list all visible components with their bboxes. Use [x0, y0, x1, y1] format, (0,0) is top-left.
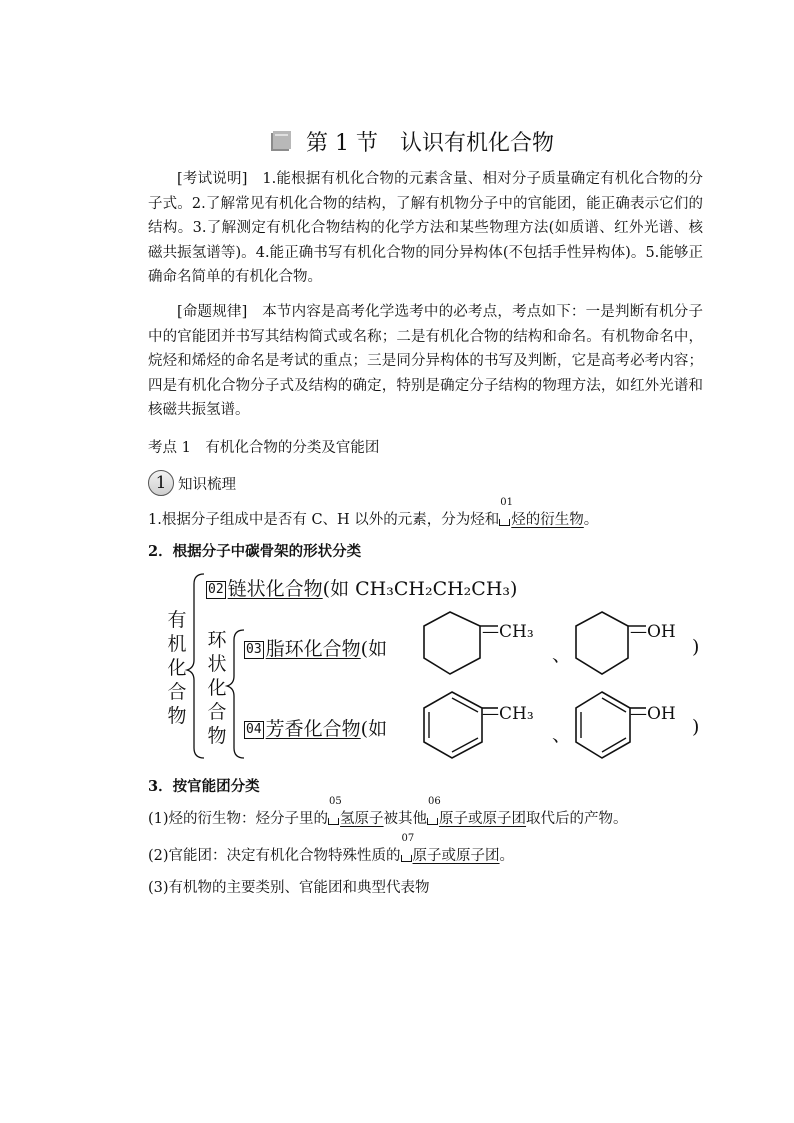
chain-row: [206, 574, 517, 601]
alicyclic-separator: 、: [552, 644, 572, 666]
phenol-group: —OH: [630, 704, 676, 724]
knowledge-badge: [148, 470, 236, 496]
alicyclic-number: 03: [246, 642, 262, 657]
point-heading: 考点 1 有机化合物的分类及官能团: [148, 440, 380, 456]
item-3-sub-3: (3)有机物的主要类别、官能团和典型代表物: [148, 880, 430, 896]
chain-label: 链状化合物: [227, 578, 323, 600]
answer-text: 原子或原子团: [412, 848, 500, 864]
aromatic-row: 04 芳香化合物(如: [246, 718, 388, 740]
exam-note-text: 1.能根据有机化合物的元素含量、相对分子质量确定有机化合物的分子式。2.了解常见有机化合物的结构，了解有机物分子中的官能团，能正确表示它们的结构。3.了解测定有机化合物结构的化学方法和某些物理方法(如质谱、红外光谱、核磁共振氢谱等)。4.能正确书写有机化合物的同分异构体(不包括手性异构体)。5.能够正确命名简单的有机化合物。: [148, 171, 703, 285]
rule-note-label: [命题规律]: [177, 304, 248, 320]
section-number: 第 1 节: [306, 130, 378, 156]
classification-diagram: [160, 568, 720, 768]
alicyclic-label: 脂环化合物: [265, 638, 361, 660]
answer-number: 05: [329, 796, 342, 807]
cyclohexanol-group: —OH: [630, 622, 676, 642]
exam-note: [148, 167, 703, 290]
ring-label: 环 状 化 合 物: [207, 629, 227, 747]
answer-number: 06: [428, 796, 441, 807]
item-2-heading: 2．根据分子中碳骨架的形状分类: [148, 543, 362, 560]
blank-marker-icon: [499, 519, 510, 526]
item-1: 1.根据分子组成中是否有 C、H 以外的元素，分为烃和 01 烃的衍生物。: [148, 497, 599, 528]
rule-note-text: 本节内容是高考化学选考中的必考点，考点如下：一是判断有机分子中的官能团并书写其结构简式或名称；二是有机化合物的结构和命名。有机物命名中，烷烃和烯烃的命名是考试的重点；三是同分异构体的书写及判断，它是高考必考内容；四是有机化合物分子式及结构的确定，特别是确定分子结构的物理方法，如红外光谱和核磁共振氢谱。: [148, 304, 703, 418]
answer-number: 01: [500, 497, 514, 508]
item-3-sub-2: (2)官能团：决定有机化合物特殊性质的 07 原子或原子团。: [148, 833, 515, 864]
answer-number: 07: [401, 833, 415, 844]
methylcyclohexane-group: —CH₃: [482, 622, 534, 642]
toluene-group: —CH₃: [482, 704, 534, 724]
chain-number: 02: [208, 582, 224, 597]
root-label: 有 机 化 合 物: [167, 609, 187, 727]
section-title: 认识有机化合物: [399, 130, 554, 156]
badge-text: 知识梳理: [178, 476, 236, 493]
chain-example: (如 CH₃CH₂CH₂CH₃): [322, 578, 518, 600]
alicyclic-row: 03 脂环化合物(如: [246, 638, 388, 660]
rule-note: [148, 300, 703, 423]
book-icon: [270, 130, 292, 152]
answer-text: 烃的衍生物: [511, 512, 584, 528]
item-3-heading: 3．按官能团分类: [148, 778, 260, 795]
exam-note-label: [考试说明]: [177, 171, 248, 187]
blank-marker-icon: [328, 818, 339, 825]
aromatic-label: 芳香化合物: [265, 718, 361, 740]
badge-circle-icon: 1: [148, 470, 174, 496]
answer-text: 原子或原子团: [439, 811, 527, 827]
aromatic-close: ): [692, 716, 700, 738]
aromatic-separator: 、: [552, 724, 572, 746]
item-3-sub-1: (1)烃的衍生物：烃分子里的 05 氢原子被其他 06 原子或原子团取代后的产物。: [148, 796, 628, 827]
blank-marker-icon: [427, 818, 438, 825]
answer-text: 氢原子: [340, 811, 384, 827]
aromatic-number: 04: [246, 722, 262, 737]
blank-marker-icon: [401, 855, 412, 862]
alicyclic-close: ): [692, 636, 700, 658]
page-title: [270, 126, 554, 156]
